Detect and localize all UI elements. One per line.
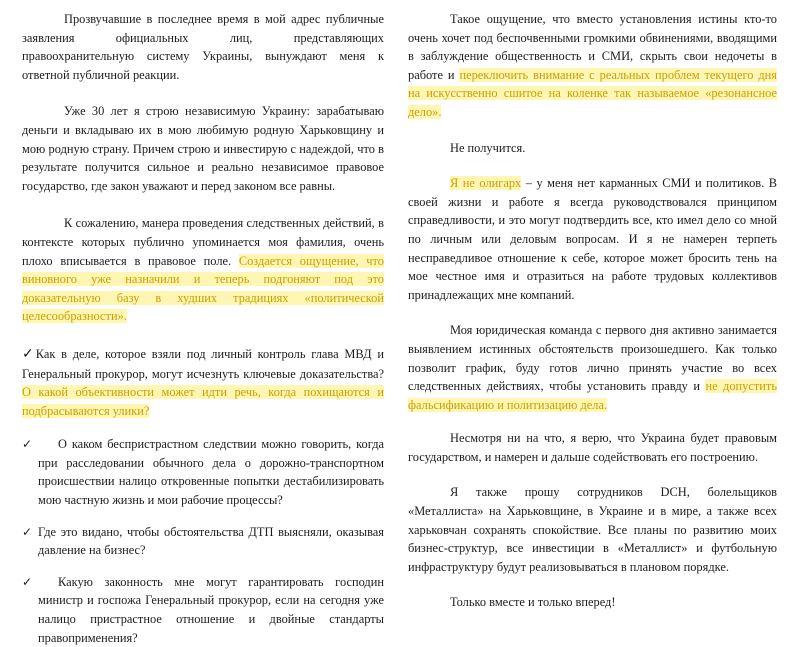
paragraph: Несмотря ни на что, я верю, что Украина будет правовым государством, и намерен и дальше содействовать его построению. [408,431,777,464]
paragraph: Уже 30 лет я строю независимую Украину: зарабатываю деньги и вкладываю их в мою любимую родную Харьковщину и мою родную страну. Причем строю и инвестирую с надеждой, что в результате получится сильное и реально независимое правовое государство, где закон уважают и перед законом все равны. [22,104,384,193]
bullet-text: Как в деле, которое взяли под личный контроль глава МВД и Генеральный прокурор, могут исчезнуть ключевые доказательства? [22,346,384,381]
paragraph: Я также прошу сотрудников DCH, болельщиков «Металлиста» на Харьковщине, в Украине и в мире, а также всех харьковчан сохранять спокойствие. Все планы по развитию моих бизнес-структур, все инвестиции в «Металлист» и футбольную инфраструктуру будут реализовываться в плановом порядке. [408,485,777,574]
left-column [22,10,384,647]
check-mark-icon: ✓ [22,346,34,362]
bullet-text: Где это видано, чтобы обстоятельства ДТП выясняли, оказывая давление на бизнес? [38,524,384,558]
paragraph [408,10,777,122]
check-mark-icon: ✓ [22,574,33,589]
bullet-text: О каком беспристрастном следствии можно говорить, когда при расследовании обычного дела о дорожно-транспортном происшествии налицо откровенные попытки дестабилизировать мою частную жизнь и мои рабочие процессы? [38,437,384,508]
highlighted-text: не допустить фальсификацию и политизацию дела. [408,379,777,412]
paragraph [22,214,384,326]
right-column [408,10,777,612]
paragraph-text: Моя юридическая команда с первого дня активно занимается выявлением истинных обстоятельств произошедшего. Как только позволит график, буду готов лично принять участие во всех следственных действиях, чтобы установить правду и [408,323,777,394]
paragraph [408,321,777,414]
paragraph-text: К сожалению, манера проведения следственных действий, в контексте которых публично упоминается моя фамилия, очень плохо вписывается в правовое поле. [22,216,384,268]
bullet-text: Какую законность мне могут гарантировать господин министр и госпожа Генеральный прокурор, если на сегодня уже налицо пристрастное отношение и двойные стандарты правоприменения? [38,574,384,645]
paragraph-text: Такое ощущение, что вместо установления истины кто-то очень хочет под беспочвенными громкими обвинениями, вводящими в заблуждение общественность и СМИ, скрыть свои недочеты в работе и [408,12,777,82]
paragraph: Прозвучавшие в последнее время в мой адрес публичные заявления официальных лиц, представляющих правоохранительную систему Украины, вынуждают меня к ответной публичной реакции. [22,12,384,82]
check-mark-icon: ✓ [22,524,33,539]
bullet-item [22,573,384,647]
paragraph: Не получится. [450,140,526,155]
bullet-item [22,435,384,509]
paragraph-text: – у меня нет карманных СМИ и политиков. В своей жизни и работе я всегда руководствовался принципом справедливости, и это могут подтвердить все, кто имел дело со мной по личным или деловым вопросам. И я не намерен терпеть несправедливое отношение к себе, которое может бросить тень на мое честное имя и отразиться на работе трудовых коллективов принадлежащих мне компаний. [408,176,777,302]
bullet-item [22,345,384,420]
paragraph [408,174,777,304]
check-mark-icon: ✓ [22,437,33,452]
highlighted-text: Я не олигарх [450,176,522,191]
bullet-item [22,523,384,560]
paragraph: Только вместе и только вперед! [450,595,616,610]
highlighted-text: О какой объективности может идти речь, когда похищаются и подбрасываются улики? [22,385,384,418]
highlighted-text: Создается ощущение, что виновного уже назначили и теперь подгоняют под это доказательную базу в худших традициях «политической целесообразности». [22,253,384,324]
highlighted-text: переключить внимание с реальных проблем текущего дня на искусственно сшитое на коленке так называемое «резонансное дело». [408,67,777,119]
